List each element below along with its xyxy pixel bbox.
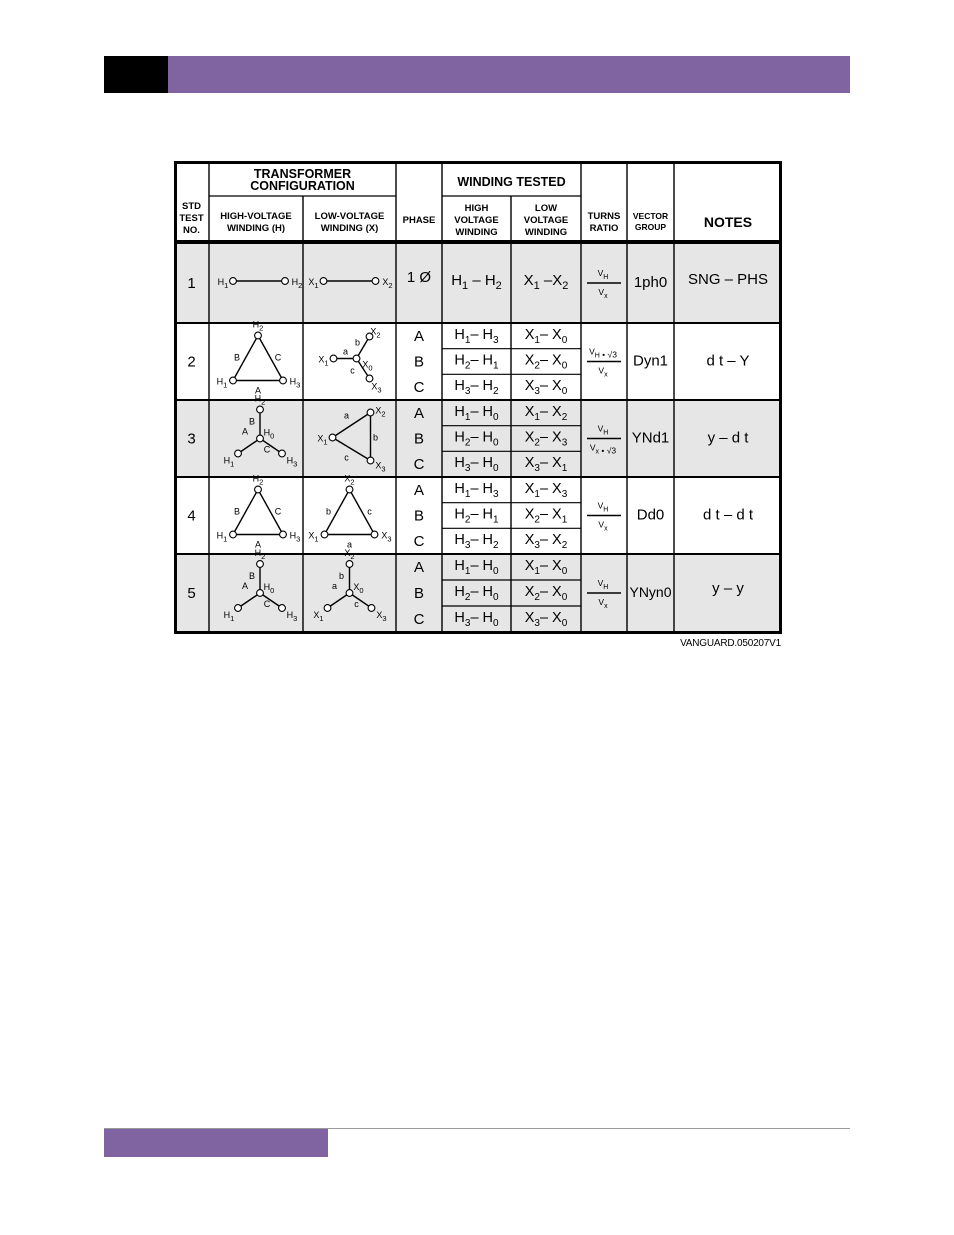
- terminal-node: [320, 278, 327, 285]
- phase-value: C: [413, 456, 425, 474]
- notes-value: d t – Y: [706, 352, 750, 370]
- header-low-voltage-winding: WINDING (X): [320, 223, 379, 234]
- terminal-label: c: [350, 365, 355, 376]
- terminal-node: [230, 531, 237, 538]
- terminal-node: [230, 278, 237, 285]
- high-voltage-winding-diagram: [217, 474, 301, 550]
- hv-tested-value: $H_3-$ $H_0$: [454, 610, 499, 629]
- turns-ratio-part: $V_x$: [598, 519, 608, 533]
- terminal-node: [280, 531, 287, 538]
- phase-value: B: [413, 585, 425, 602]
- header-high-voltage-tested: VOLTAGE: [454, 215, 499, 226]
- terminal-label: $H_0$: [263, 582, 275, 595]
- terminal-node: [279, 605, 286, 612]
- terminal-label: $X_3$: [375, 460, 386, 474]
- terminal-label: $H_1$: [217, 277, 229, 290]
- lv-tested-value: $X_2-$ $X_1$: [524, 506, 568, 526]
- terminal-label: b: [354, 337, 361, 348]
- lv-tested-value: $X_1-$ $X_0$: [524, 558, 568, 577]
- terminal-node: [346, 590, 353, 597]
- terminal-node: [346, 561, 353, 568]
- terminal-label: $H_2$: [254, 393, 266, 407]
- terminal-label: C: [274, 506, 282, 517]
- table-drawing: [174, 161, 782, 634]
- lv-tested-value: $X_2-$ $X_0$: [524, 352, 568, 372]
- turns-ratio-part: $V_H$: [597, 500, 609, 514]
- header-low-voltage-tested: LOW: [534, 203, 558, 214]
- terminal-label: $X_0$: [362, 359, 373, 373]
- terminal-label: A: [241, 581, 249, 591]
- lv-tested-value: $X_3-$ $X_1$: [524, 455, 568, 475]
- row-number: 2: [187, 353, 196, 371]
- terminal-label: c: [344, 452, 349, 463]
- header-low-voltage-winding: LOW-VOLTAGE: [314, 211, 385, 222]
- terminal-node: [367, 409, 374, 416]
- lv-tested-value: $X_3-$ $X_2$: [524, 532, 568, 552]
- terminal-label: $X_2$: [370, 326, 381, 340]
- row-number: 3: [187, 430, 196, 448]
- terminal-node: [324, 605, 331, 612]
- phase-value: 1 Ø: [406, 269, 432, 286]
- terminal-label: $H_2$: [252, 319, 264, 333]
- terminal-node: [257, 435, 264, 442]
- hv-tested-value: $H_2-$ $H_0$: [454, 429, 499, 449]
- phase-value: A: [413, 327, 425, 345]
- footer-purple-bar: [104, 1129, 328, 1157]
- terminal-node: [257, 590, 264, 597]
- header-transformer-configuration: TRANSFORMER: [253, 167, 352, 181]
- phase-value: B: [413, 507, 425, 525]
- header-vector-group: GROUP: [634, 222, 667, 232]
- terminal-node: [329, 434, 336, 441]
- terminal-label: a: [346, 539, 353, 550]
- terminal-label: $X_3$: [381, 530, 392, 544]
- terminal-label: b: [338, 571, 345, 581]
- terminal-node: [353, 355, 360, 362]
- terminal-node: [367, 457, 374, 464]
- header-std-test-no: STD: [182, 201, 201, 212]
- terminal-label: $H_3$: [286, 455, 298, 469]
- turns-ratio-part: $V_x$: [598, 365, 608, 379]
- hv-tested-value: $H_1-$ $H_0$: [454, 558, 499, 577]
- terminal-label: $X_3$: [371, 381, 382, 395]
- header-high-voltage-winding: WINDING (H): [226, 223, 286, 234]
- terminal-node: [235, 450, 242, 457]
- header-purple-bar: [168, 56, 850, 93]
- header-turns-ratio: RATIO: [589, 223, 619, 234]
- vector-group-value: Dyn1: [632, 352, 669, 370]
- terminal-label: $X_2$: [344, 473, 355, 487]
- hv-tested-value: $H_1-$ $H_0$: [454, 403, 499, 423]
- terminal-label: $X_1$: [308, 530, 319, 544]
- terminal-label: c: [354, 599, 359, 609]
- notes-value: y – y: [712, 580, 744, 597]
- header-std-test-no: NO.: [183, 225, 200, 236]
- header-vector-group: VECTOR: [632, 211, 669, 221]
- phase-value: C: [413, 611, 425, 628]
- header-phase: PHASE: [402, 215, 436, 226]
- phase-value: B: [413, 430, 425, 448]
- row-number: 4: [187, 507, 196, 525]
- terminal-node: [255, 486, 262, 493]
- phase-value: C: [413, 533, 425, 551]
- terminal-label: $X_0$: [353, 582, 364, 595]
- row-number: 1: [187, 275, 196, 292]
- row-number: 5: [187, 585, 196, 602]
- terminal-label: A: [254, 385, 262, 396]
- vector-group-value: 1ph0: [633, 274, 668, 291]
- terminal-label: b: [325, 506, 332, 517]
- turns-ratio-part: $V_H$: [597, 268, 609, 281]
- header-turns-ratio: TURNS: [587, 211, 621, 222]
- low-voltage-winding-diagram: [308, 474, 391, 550]
- terminal-node: [330, 355, 337, 362]
- terminal-label: C: [263, 444, 271, 455]
- phase-value: A: [413, 404, 425, 422]
- hv-tested-value: $H_1-$ $H_3$: [454, 480, 499, 500]
- turns-ratio-fraction: [587, 347, 621, 379]
- terminal-label: $H_2$: [291, 277, 303, 290]
- notes-value: d t – d t: [702, 506, 754, 524]
- notes-value: SNG – PHS: [687, 271, 769, 288]
- terminal-node: [230, 377, 237, 384]
- terminal-label: $X_1$: [317, 433, 328, 447]
- header-high-voltage-winding: HIGH-VOLTAGE: [220, 211, 292, 222]
- notes-value: y – d t: [707, 429, 749, 447]
- terminal-label: $H_0$: [263, 427, 275, 441]
- turns-ratio-part: $V_H$: [597, 423, 609, 437]
- terminal-label: B: [248, 571, 256, 581]
- lv-tested-value: $X_3-$ $X_0$: [524, 378, 568, 398]
- terminal-node: [371, 531, 378, 538]
- hv-tested-value: $H_3-$ $H_2$: [454, 532, 499, 552]
- terminal-label: b: [372, 432, 379, 443]
- phase-value: A: [413, 559, 425, 576]
- terminal-label: $H_1$: [223, 455, 235, 469]
- header-winding-tested: WINDING TESTED: [457, 175, 566, 189]
- terminal-label: C: [274, 352, 282, 363]
- lv-tested-value: $X_2-$ $X_0$: [524, 584, 568, 603]
- vector-group-value: Dd0: [636, 506, 665, 524]
- terminal-node: [372, 278, 379, 285]
- terminal-label: $X_2$: [375, 405, 386, 419]
- terminal-label: $H_3$: [289, 530, 301, 544]
- terminal-node: [321, 531, 328, 538]
- hv-tested-value: $H_2-$ $H_1$: [454, 506, 499, 526]
- turns-ratio-part: $V_x$: [598, 287, 608, 300]
- turns-ratio-part: $V_x$: [598, 597, 608, 610]
- hv-tested-value: $H_2-$ $H_0$: [454, 584, 499, 603]
- lv-tested-value: $X_1-$ $X_0$: [524, 326, 568, 346]
- terminal-node: [279, 450, 286, 457]
- lv-tested-value: $X_2-$ $X_3$: [524, 429, 568, 449]
- terminal-label: $X_1$: [308, 277, 319, 290]
- terminal-label: $X_2$: [382, 277, 393, 290]
- hv-tested-value: $H_3-$ $H_0$: [454, 455, 499, 475]
- terminal-label: A: [241, 426, 249, 437]
- terminal-node: [282, 278, 289, 285]
- terminal-label: $H_2$: [254, 548, 266, 561]
- lv-tested-value: $X_1$ $-X_2$: [523, 272, 569, 292]
- terminal-node: [368, 605, 375, 612]
- turns-ratio-part: $V_H$ • √3: [589, 346, 617, 360]
- vector-group-value: YNyn0: [629, 584, 672, 600]
- header-high-voltage-tested: HIGH: [464, 203, 489, 214]
- header-transformer-configuration: CONFIGURATION: [250, 179, 355, 193]
- terminal-node: [255, 332, 262, 339]
- terminal-label: $X_1$: [318, 354, 329, 368]
- header-notes: NOTES: [703, 214, 753, 230]
- terminal-label: a: [331, 581, 338, 591]
- hv-tested-value: $H_1 - H_2$: [451, 272, 502, 292]
- high-voltage-winding-diagram: [217, 320, 301, 396]
- terminal-node: [257, 406, 264, 413]
- terminal-label: $H_1$: [216, 530, 228, 544]
- terminal-label: B: [233, 352, 241, 363]
- terminal-node: [235, 605, 242, 612]
- header-low-voltage-tested: WINDING: [524, 227, 568, 238]
- lv-tested-value: $X_3-$ $X_0$: [524, 610, 568, 629]
- terminal-label: A: [254, 539, 262, 550]
- terminal-node: [257, 561, 264, 568]
- lv-tested-value: $X_1-$ $X_2$: [524, 403, 568, 423]
- header-black-block: [104, 56, 168, 93]
- hv-tested-value: $H_2-$ $H_1$: [454, 352, 499, 372]
- hv-tested-value: $H_1-$ $H_3$: [454, 326, 499, 346]
- terminal-label: $H_3$: [289, 376, 301, 390]
- terminal-label: C: [263, 599, 271, 609]
- terminal-label: $X_3$: [376, 610, 387, 623]
- lv-tested-value: $X_1-$ $X_3$: [524, 480, 568, 500]
- header-std-test-no: TEST: [179, 213, 204, 224]
- phase-value: C: [413, 379, 425, 397]
- terminal-label: a: [342, 346, 349, 357]
- transformer-configuration-table: [174, 161, 782, 634]
- vector-group-value: YNd1: [631, 429, 670, 447]
- low-voltage-winding-diagram: [318, 327, 381, 395]
- header-high-voltage-tested: WINDING: [455, 227, 498, 238]
- terminal-label: $X_1$: [313, 610, 324, 623]
- figure-reference: VANGUARD.050207V1: [680, 638, 781, 649]
- terminal-label: B: [233, 506, 241, 517]
- header-low-voltage-tested: VOLTAGE: [523, 215, 569, 226]
- terminal-label: B: [248, 416, 256, 427]
- turns-ratio-fraction: [587, 501, 621, 533]
- phase-value: B: [413, 353, 425, 371]
- turns-ratio-part: $V_H$: [597, 578, 609, 591]
- terminal-label: $H_1$: [223, 610, 235, 623]
- terminal-label: $H_3$: [286, 610, 298, 623]
- terminal-node: [346, 486, 353, 493]
- terminal-node: [280, 377, 287, 384]
- terminal-label: c: [367, 506, 372, 517]
- terminal-label: $H_2$: [252, 473, 264, 487]
- hv-tested-value: $H_3-$ $H_2$: [454, 378, 499, 398]
- terminal-label: $H_1$: [216, 376, 228, 390]
- phase-value: A: [413, 481, 425, 499]
- terminal-label: $X_2$: [344, 548, 355, 561]
- turns-ratio-part: $V_x$ • √3: [589, 442, 617, 456]
- terminal-label: a: [343, 410, 350, 421]
